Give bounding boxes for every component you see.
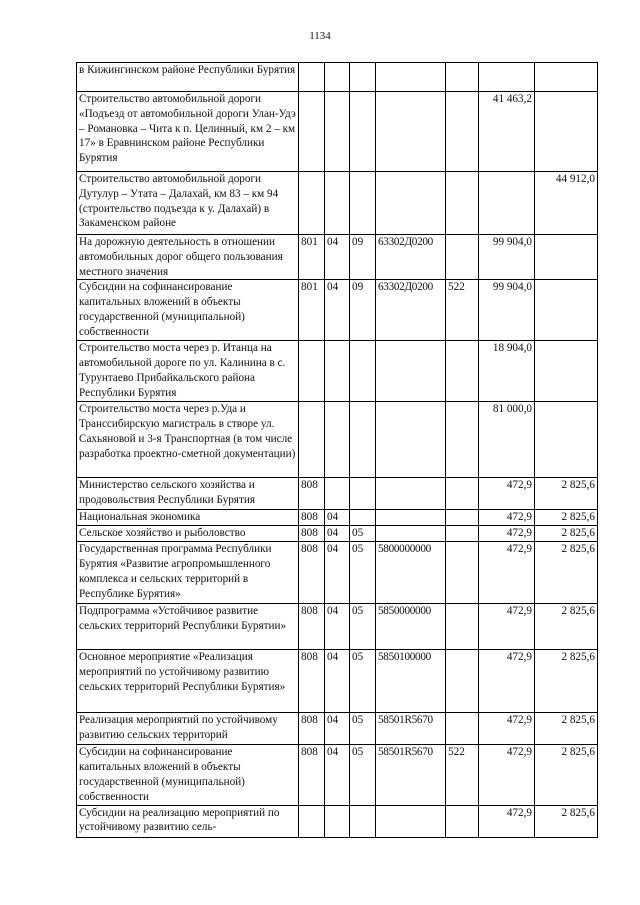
cell-target-article xyxy=(376,526,446,542)
cell-amount-2 xyxy=(535,235,598,280)
cell-rz xyxy=(325,341,350,402)
cell-expense-type: 522 xyxy=(446,745,479,805)
table-row xyxy=(77,478,598,510)
cell-amount-2: 2 825,6 xyxy=(535,713,598,745)
cell-gr xyxy=(299,402,325,478)
cell-pr xyxy=(350,172,376,235)
cell-amount-2: 2 825,6 xyxy=(535,604,598,650)
cell-amount-1: 81 000,0 xyxy=(479,402,535,478)
cell-name: Подпрограмма «Устойчивое развитие сельских территорий Республики Бурятии» xyxy=(77,604,299,650)
cell-target-article xyxy=(376,92,446,172)
cell-pr: 05 xyxy=(350,526,376,542)
table-row xyxy=(77,604,598,650)
cell-expense-type xyxy=(446,402,479,478)
cell-gr: 808 xyxy=(299,510,325,526)
cell-gr: 808 xyxy=(299,713,325,745)
cell-gr xyxy=(299,63,325,92)
cell-name: Министерство сельского хозяйства и продовольствия Республики Бурятия xyxy=(77,478,299,510)
cell-expense-type xyxy=(446,805,479,837)
cell-amount-2: 2 825,6 xyxy=(535,805,598,837)
cell-gr xyxy=(299,805,325,837)
cell-target-article: 5800000000 xyxy=(376,542,446,604)
cell-amount-2: 2 825,6 xyxy=(535,510,598,526)
cell-name: Основное мероприятие «Реализация мероприятий по устойчивому развитию сельских территорий Республики Бурятия» xyxy=(77,650,299,713)
cell-expense-type xyxy=(446,542,479,604)
cell-expense-type xyxy=(446,172,479,235)
cell-gr: 801 xyxy=(299,235,325,280)
cell-amount-1 xyxy=(479,172,535,235)
cell-amount-2 xyxy=(535,92,598,172)
cell-amount-1: 472,9 xyxy=(479,510,535,526)
cell-amount-2: 2 825,6 xyxy=(535,542,598,604)
cell-amount-1: 99 904,0 xyxy=(479,235,535,280)
cell-pr xyxy=(350,478,376,510)
cell-pr: 05 xyxy=(350,650,376,713)
cell-amount-2 xyxy=(535,280,598,341)
cell-name: Субсидии на реализацию мероприятий по устойчивому развитию сель- xyxy=(77,805,299,837)
cell-rz xyxy=(325,63,350,92)
cell-pr xyxy=(350,510,376,526)
table-row xyxy=(77,172,598,235)
cell-pr: 09 xyxy=(350,235,376,280)
budget-table xyxy=(76,62,598,838)
cell-target-article xyxy=(376,510,446,526)
cell-name: Реализация мероприятий по устойчивому развитию сельских территорий xyxy=(77,713,299,745)
cell-amount-1: 472,9 xyxy=(479,604,535,650)
cell-amount-2 xyxy=(535,341,598,402)
cell-name: Сельское хозяйство и рыболовство xyxy=(77,526,299,542)
table-row xyxy=(77,280,598,341)
cell-amount-2 xyxy=(535,402,598,478)
cell-rz: 04 xyxy=(325,280,350,341)
cell-expense-type xyxy=(446,510,479,526)
cell-rz: 04 xyxy=(325,650,350,713)
cell-expense-type: 522 xyxy=(446,280,479,341)
cell-amount-2 xyxy=(535,63,598,92)
table-row xyxy=(77,92,598,172)
table-row xyxy=(77,650,598,713)
cell-name: Государственная программа Республики Бурятия «Развитие агропромышленного комплекса и сельских территорий в Республике Бурятия» xyxy=(77,542,299,604)
table-row xyxy=(77,510,598,526)
cell-pr xyxy=(350,92,376,172)
cell-rz: 04 xyxy=(325,745,350,805)
cell-expense-type xyxy=(446,604,479,650)
cell-pr: 05 xyxy=(350,542,376,604)
cell-expense-type xyxy=(446,341,479,402)
cell-gr: 808 xyxy=(299,478,325,510)
cell-amount-1: 472,9 xyxy=(479,745,535,805)
cell-pr: 05 xyxy=(350,745,376,805)
cell-expense-type xyxy=(446,713,479,745)
cell-rz: 04 xyxy=(325,713,350,745)
cell-pr: 05 xyxy=(350,604,376,650)
cell-name: На дорожную деятельность в отношении автомобильных дорог общего пользования местного значения xyxy=(77,235,299,280)
cell-amount-2: 2 825,6 xyxy=(535,478,598,510)
page-number: 1134 xyxy=(309,30,331,42)
cell-pr: 09 xyxy=(350,280,376,341)
cell-rz xyxy=(325,478,350,510)
cell-name: в Кижингинском районе Республики Бурятия xyxy=(77,63,299,92)
cell-name: Строительство моста через р.Уда и Транссибирскую магистраль в створе ул. Сахьяновой и 3-я Транспортная (в том числе разработка проектно-сметной документации) xyxy=(77,402,299,478)
cell-rz xyxy=(325,92,350,172)
cell-target-article: 5850000000 xyxy=(376,604,446,650)
cell-pr xyxy=(350,63,376,92)
cell-rz: 04 xyxy=(325,235,350,280)
cell-name: Национальная экономика xyxy=(77,510,299,526)
cell-target-article xyxy=(376,63,446,92)
cell-amount-1: 41 463,2 xyxy=(479,92,535,172)
cell-gr xyxy=(299,172,325,235)
cell-target-article: 58501R5670 xyxy=(376,713,446,745)
cell-gr: 808 xyxy=(299,745,325,805)
table-row xyxy=(77,745,598,805)
cell-gr: 808 xyxy=(299,604,325,650)
cell-amount-2: 2 825,6 xyxy=(535,526,598,542)
cell-target-article xyxy=(376,341,446,402)
cell-target-article xyxy=(376,805,446,837)
cell-gr: 808 xyxy=(299,542,325,604)
cell-rz: 04 xyxy=(325,526,350,542)
cell-amount-1: 18 904,0 xyxy=(479,341,535,402)
cell-amount-2: 2 825,6 xyxy=(535,650,598,713)
table-row xyxy=(77,235,598,280)
cell-expense-type xyxy=(446,526,479,542)
cell-name: Строительство автомобильной дороги Дутулур – Утата – Далахай, км 83 – км 94 (строительство подъезда к у. Далахай) в Закаменском районе xyxy=(77,172,299,235)
cell-pr xyxy=(350,341,376,402)
cell-gr: 808 xyxy=(299,650,325,713)
cell-amount-1: 472,9 xyxy=(479,713,535,745)
cell-expense-type xyxy=(446,235,479,280)
cell-expense-type xyxy=(446,63,479,92)
cell-amount-1: 472,9 xyxy=(479,478,535,510)
cell-amount-2: 44 912,0 xyxy=(535,172,598,235)
cell-amount-1: 472,9 xyxy=(479,542,535,604)
cell-gr: 808 xyxy=(299,526,325,542)
cell-pr xyxy=(350,805,376,837)
table-row xyxy=(77,526,598,542)
table-row xyxy=(77,542,598,604)
cell-amount-1: 472,9 xyxy=(479,526,535,542)
table-row xyxy=(77,713,598,745)
cell-name: Строительство автомобильной дороги «Подъезд от автомобильной дороги Улан-Удэ – Романовка – Чита к п. Целинный, км 2 – км 17» в Еравнинском районе Республики Бурятия xyxy=(77,92,299,172)
cell-gr xyxy=(299,341,325,402)
cell-rz: 04 xyxy=(325,510,350,526)
cell-amount-1: 472,9 xyxy=(479,805,535,837)
cell-amount-1 xyxy=(479,63,535,92)
cell-name: Субсидии на софинансирование капитальных вложений в объекты государственной (муниципальной) собственности xyxy=(77,280,299,341)
table-row xyxy=(77,805,598,837)
cell-name: Строительство моста через р. Итанца на автомобильной дороге по ул. Калинина в с. Турунтаево Прибайкальского района Республики Бурятия xyxy=(77,341,299,402)
cell-rz: 04 xyxy=(325,604,350,650)
cell-rz xyxy=(325,402,350,478)
table-row xyxy=(77,402,598,478)
cell-expense-type xyxy=(446,92,479,172)
cell-amount-1: 472,9 xyxy=(479,650,535,713)
cell-gr xyxy=(299,92,325,172)
cell-target-article: 63302Д0200 xyxy=(376,280,446,341)
cell-name: Субсидии на софинансирование капитальных вложений в объекты государственной (муниципальной) собственности xyxy=(77,745,299,805)
cell-target-article xyxy=(376,402,446,478)
cell-target-article: 5850100000 xyxy=(376,650,446,713)
cell-target-article: 58501R5670 xyxy=(376,745,446,805)
cell-expense-type xyxy=(446,478,479,510)
cell-expense-type xyxy=(446,650,479,713)
cell-gr: 801 xyxy=(299,280,325,341)
cell-amount-1: 99 904,0 xyxy=(479,280,535,341)
cell-rz: 04 xyxy=(325,542,350,604)
cell-pr xyxy=(350,402,376,478)
cell-pr: 05 xyxy=(350,713,376,745)
cell-amount-2: 2 825,6 xyxy=(535,745,598,805)
table-row xyxy=(77,341,598,402)
cell-target-article xyxy=(376,478,446,510)
table-row xyxy=(77,63,598,92)
cell-rz xyxy=(325,805,350,837)
cell-rz xyxy=(325,172,350,235)
cell-target-article xyxy=(376,172,446,235)
cell-target-article: 63302Д0200 xyxy=(376,235,446,280)
